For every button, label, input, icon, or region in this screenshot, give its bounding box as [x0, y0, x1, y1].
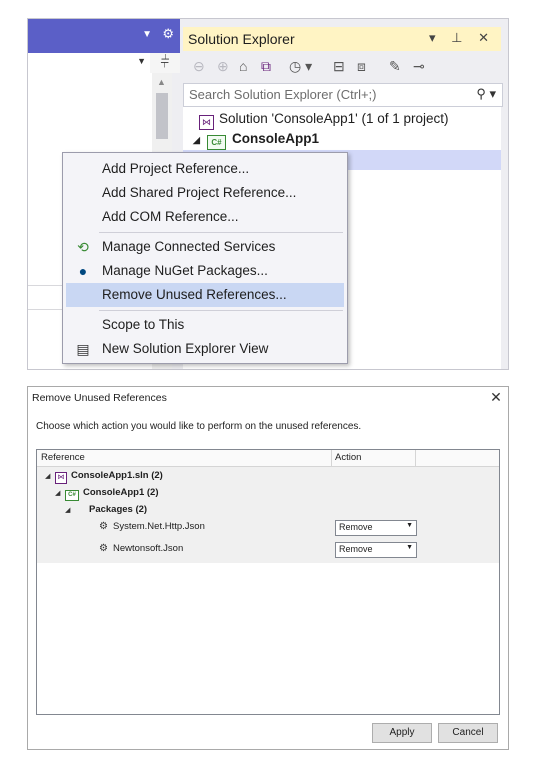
menu-item-label: Remove Unused References... [102, 287, 287, 302]
expand-arrow-icon[interactable]: ◢ [65, 507, 71, 514]
packages-label: Packages [89, 504, 133, 515]
dialog-title: Remove Unused References [32, 392, 167, 404]
back-icon[interactable]: ⊖ [193, 58, 205, 74]
show-all-files-icon[interactable]: ⧈ [357, 58, 366, 74]
column-header-action[interactable]: Action [335, 452, 362, 463]
solution-name: ConsoleApp1.sln [71, 470, 149, 481]
menu-separator [99, 310, 343, 311]
project-count: (2) [146, 487, 159, 498]
search-icon[interactable]: ⚲ ▾ [476, 86, 496, 101]
navigation-combo[interactable] [28, 53, 150, 74]
menu-item-scope-to-this[interactable] [66, 313, 344, 337]
new-view-icon: ▤ [76, 341, 90, 357]
dialog-instruction: Choose which action you would like to perform on the unused references. [36, 421, 362, 432]
action-value: Remove [339, 522, 373, 532]
home-icon[interactable]: ⌂ [239, 58, 248, 74]
solution-label: Solution 'ConsoleApp1' (1 of 1 project) [219, 111, 449, 126]
references-grid [36, 449, 500, 715]
expand-arrow-icon[interactable]: ◢ [55, 490, 61, 497]
csharp-project-icon: C# [207, 135, 226, 150]
collapse-all-icon[interactable]: ⊟ [333, 58, 345, 74]
tree-row-package[interactable] [99, 521, 205, 532]
scrollbar-thumb[interactable] [156, 93, 168, 139]
menu-item-remove-unused-references[interactable] [66, 283, 344, 307]
pending-changes-icon[interactable]: ◷ ▾ [289, 58, 313, 74]
package-name: System.Net.Http.Json [113, 521, 205, 532]
menu-item-label: Manage Connected Services [102, 239, 276, 254]
packages-count: (2) [135, 504, 148, 515]
menu-item-label: New Solution Explorer View [102, 341, 269, 356]
menu-item-new-solution-explorer-view[interactable] [66, 337, 344, 361]
menu-item-label: Scope to This [102, 317, 185, 332]
chevron-down-icon[interactable]: ▼ [406, 544, 413, 551]
tree-row-packages[interactable] [65, 504, 147, 515]
expand-arrow-icon[interactable]: ◢ [193, 135, 200, 145]
action-value: Remove [339, 544, 373, 554]
column-header-reference[interactable]: Reference [41, 452, 85, 463]
menu-item-label: Add Project Reference... [102, 161, 250, 176]
menu-item-label: Manage NuGet Packages... [102, 263, 268, 278]
column-divider[interactable] [415, 450, 416, 466]
solution-explorer-title: Solution Explorer [188, 31, 295, 47]
menu-item-label: Add COM Reference... [102, 209, 239, 224]
action-select[interactable] [335, 542, 417, 558]
csharp-project-icon: C# [65, 490, 79, 501]
project-name: ConsoleApp1 [83, 487, 145, 498]
window-controls[interactable]: ▾ ⊥ ✕ [429, 30, 495, 45]
package-icon: ⚙ [99, 543, 108, 554]
package-icon: ⚙ [99, 521, 108, 532]
connected-services-icon: ⟲ [77, 239, 89, 255]
menu-item-manage-nuget-packages[interactable] [66, 259, 344, 283]
tree-row-solution[interactable] [45, 470, 163, 484]
solution-explorer-search[interactable] [183, 83, 503, 107]
remove-unused-references-dialog [27, 386, 509, 750]
menu-item-add-shared-project-reference[interactable] [66, 181, 344, 205]
project-label: ConsoleApp1 [232, 131, 320, 146]
column-divider[interactable] [331, 450, 332, 466]
expand-arrow-icon[interactable]: ◢ [45, 473, 51, 480]
properties-icon[interactable]: ✎ [389, 58, 401, 74]
solution-count: (2) [151, 470, 163, 481]
menu-item-manage-connected-services[interactable] [66, 235, 344, 259]
preview-icon[interactable]: ⊸ [413, 58, 425, 74]
switch-views-icon[interactable]: ⧉ [261, 58, 271, 74]
menu-item-add-project-reference[interactable] [66, 157, 344, 181]
dropdown-arrow-icon[interactable]: ▼ [142, 29, 152, 40]
tree-row-package[interactable] [99, 543, 183, 554]
tree-item-project[interactable] [193, 131, 319, 151]
gear-icon[interactable]: ⚙ [162, 26, 174, 41]
editor-title-bar [28, 19, 180, 53]
forward-icon[interactable]: ⊕ [217, 58, 229, 74]
chevron-down-icon[interactable]: ▼ [406, 522, 413, 529]
split-editor-icon[interactable]: ⫩ [150, 53, 180, 73]
menu-item-label: Add Shared Project Reference... [102, 185, 297, 200]
grid-body [37, 467, 499, 563]
solution-explorer-toolbar [183, 53, 501, 81]
tree-row-project[interactable] [55, 487, 159, 501]
context-menu [62, 152, 348, 364]
solution-icon: ⋈ [199, 115, 214, 130]
close-icon[interactable]: ✕ [490, 389, 502, 405]
apply-button[interactable]: Apply [372, 723, 432, 743]
solution-icon: ⋈ [55, 472, 67, 484]
menu-separator [99, 232, 343, 233]
tree-item-solution[interactable] [199, 111, 449, 131]
nuget-icon: ● [78, 263, 88, 279]
grid-header [37, 450, 499, 467]
scroll-up-icon[interactable]: ▲ [157, 77, 166, 87]
cancel-button[interactable]: Cancel [438, 723, 498, 743]
chevron-down-icon: ▼ [137, 56, 146, 66]
package-name: Newtonsoft.Json [113, 543, 184, 554]
solution-explorer-title-bar [183, 27, 501, 51]
menu-item-add-com-reference[interactable] [66, 205, 344, 229]
search-placeholder: Search Solution Explorer (Ctrl+;) [189, 87, 377, 102]
action-select[interactable] [335, 520, 417, 536]
